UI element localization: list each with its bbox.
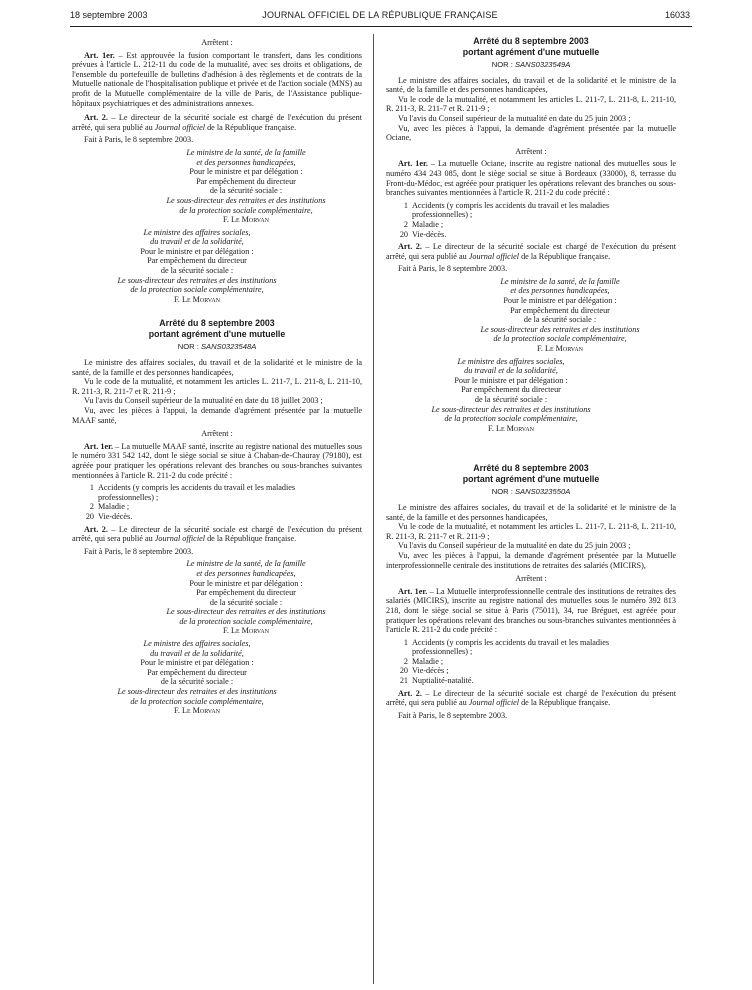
article-1: Art. 1er. – Est approuvée la fusion comportant le transfert, dans les conditions prévues à l'article L. 212-11 du code de la mutualité, avec ses droits et obligations, de l'ensemble du portefeuille de bulletins d'adhésion à des règlements et de contrats de la Mutuelle nationale de l'hospitalisation publique et privée et de l'action sociale (MNS) au profit de la Mutuelle complémentaire de la ville de Paris, de l'Assistance publique-hôpitaux psychiatriques et des administrations annexes.: [72, 50, 362, 108]
signature-block: Le ministre des affaires sociales, du travail et de la solidarité, Pour le ministre et par délégation : Par empêchement du directeur de la sécurité sociale : Le sous-directeur des retraites et des institutions de la protection sociale complémentaire, F. Le Morvan: [431, 356, 591, 433]
vu-code: Vu le code de la mutualité, et notamment les articles L. 211-7, L. 211-8, L. 211-10, R. 211-3, R. 211-7 et R. 211-9 ;: [386, 522, 676, 541]
left-column: [72, 34, 362, 719]
preamble: Le ministre des affaires sociales, du travail et de la solidarité et le ministre de la santé, de la famille et des personnes handicapées,: [72, 358, 362, 377]
signature-block: Le ministre de la santé, de la famille et des personnes handicapées, Pour le ministre et par délégation : Par empêchement du directeur de la sécurité sociale : Le sous-directeur des retraites et des institutions de la protection sociale complémentaire, F. Le Morvan: [166, 559, 326, 636]
arretent-label: Arrêtent :: [201, 38, 233, 47]
right-column: [386, 34, 676, 720]
vu-code: Vu le code de la mutualité, et notamment les articles L. 211-7, L. 211-8, L. 211-10, R. 211-3, R. 211-7 et R. 211-9 ;: [386, 94, 676, 114]
list-item: 1 Accidents (y compris les accidents du travail et les maladies: [403, 637, 610, 647]
article-1: Art. 1er. – La mutuelle MAAF santé, inscrite au registre national des mutuelles sous le numéro 331 542 142, dont le siège social se situe à Chaban-de-Chauray (79180), est agréée pour pratiquer les opérations relevant des branches ou sous-branches suivantes mentionnées à l'article R. 211-2 du code précité :: [72, 441, 362, 480]
vu-avis: Vu l'avis du Conseil supérieur de la mutualité en date du 25 juin 2003 ;: [398, 113, 631, 123]
article-2: Art. 2. – Le directeur de la sécurité sociale est chargé de l'exécution du présent arrêté, qui sera publié au Journal officiel de la République française.: [72, 524, 362, 544]
article-2: Art. 2. – Le directeur de la sécurité sociale est chargé de l'exécution du présent arrêté, qui sera publié au Journal officiel de la République française.: [72, 113, 362, 132]
signature-block: Le ministre de la santé, de la famille et des personnes handicapées, Pour le ministre et par délégation : Par empêchement du directeur de la sécurité sociale : Le sous-directeur des retraites et des institutions de la protection sociale complémentaire, F. Le Morvan: [480, 276, 640, 354]
signature-block: Le ministre des affaires sociales, du travail et de la solidarité, Pour le ministre et par délégation : Par empêchement du directeur de la sécurité sociale : Le sous-directeur des retraites et des institutions de la protection sociale complémentaire, F. Le Morvan: [117, 639, 277, 716]
vu-avis: Vu l'avis du Conseil supérieur de la mutualité en date du 25 juin 2003 ;: [398, 541, 631, 551]
list-item: 2 Maladie ;: [89, 502, 130, 512]
nor-reference: NOR : SANS0323550A: [491, 487, 571, 497]
branch-list: [84, 483, 362, 521]
decree-heading: Arrêté du 8 septembre 2003 portant agrément d'une mutuelle: [148, 318, 286, 339]
nor-reference: NOR : SANS0323548A: [177, 342, 257, 352]
article-1: Art. 1er. – La mutuelle Ociane, inscrite au registre national des mutuelles sous le numéro 434 243 085, dont le siège social se situe à Bordeaux (33000), 8, terrasse du Front-du-Médoc, est agréée pour pratiquer les opérations relevant des branches ou sous-branches suivantes mentionnées à l'article R. 211-2 du code précité :: [386, 159, 676, 198]
fait-a-paris: Fait à Paris, le 8 septembre 2003.: [398, 264, 508, 274]
list-item-cont: professionnelles) ;: [98, 492, 159, 502]
header-title: JOURNAL OFFICIEL DE LA RÉPUBLIQUE FRANÇAISE: [262, 10, 498, 20]
list-item: 2 Maladie ;: [403, 219, 444, 229]
article-1: Art. 1er. – La Mutuelle interprofessionnelle centrale des institutions de retraites des salariés (MICIRS), inscrite au registre national des mutuelles sous le numéro 392 813 218, dont le siège social se situe à Paris (75011), 34, rue Bréguet, est agréée pour pratiquer les opérations relevant des branches ou sous-branches suivantes mentionnées à l'article R. 211-2 du code précité :: [386, 586, 676, 635]
branch-list: [398, 638, 676, 686]
article-2: Art. 2. – Le directeur de la sécurité sociale est chargé de l'exécution du présent arrêté, qui sera publié au Journal officiel de la République française.: [386, 242, 676, 261]
page-number: 16033: [664, 10, 690, 20]
column-separator: [373, 34, 374, 984]
fait-a-paris: Fait à Paris, le 8 septembre 2003.: [398, 710, 508, 720]
list-item: 20 Vie-décès ;: [399, 666, 449, 676]
preamble: Le ministre des affaires sociales, du travail et de la solidarité et le ministre de la santé, de la famille et des personnes handicapées,: [386, 75, 676, 95]
fait-a-paris: Fait à Paris, le 8 septembre 2003.: [84, 135, 194, 145]
preamble: Le ministre des affaires sociales, du travail et de la solidarité et le ministre de la santé, de la famille et des personnes handicapées,: [386, 502, 676, 522]
decree-heading: Arrêté du 8 septembre 2003 portant agrément d'une mutuelle: [462, 463, 600, 484]
nor-reference: NOR : SANS0323549A: [491, 60, 571, 69]
vu-pieces: Vu, avec les pièces à l'appui, la demande d'agrément présentée par la mutuelle Ociane,: [386, 123, 676, 143]
list-item-cont: professionnelles) ;: [412, 210, 473, 220]
arretent-label: Arrêtent :: [515, 146, 547, 156]
list-item: 20 Vie-décès.: [85, 511, 133, 521]
vu-pieces: Vu, avec les pièces à l'appui, la demande d'agrément présentée par la mutuelle MAAF santé,: [72, 406, 362, 425]
vu-code: Vu le code de la mutualité, et notamment les articles L. 211-7, L. 211-8, L. 211-10, R. 211-3, R. 211-7 et R. 211-9 ;: [72, 377, 362, 396]
vu-pieces: Vu, avec les pièces à l'appui, la demande d'agrément présentée par la Mutuelle interprofessionnelle centrale des institutions de retraites des salariés (MICIRS),: [386, 550, 676, 570]
decree-heading: Arrêté du 8 septembre 2003 portant agrément d'une mutuelle: [462, 36, 600, 57]
list-item: 2 Maladie ;: [403, 656, 444, 666]
list-item: 1 Accidents (y compris les accidents du travail et les maladies: [89, 483, 296, 493]
list-item: 1 Accidents (y compris les accidents du travail et les maladies: [403, 200, 610, 210]
article-2: Art. 2. – Le directeur de la sécurité sociale est chargé de l'exécution du présent arrêté, qui sera publié au Journal officiel de la République française.: [386, 688, 676, 708]
vu-avis: Vu l'avis du Conseil supérieur de la mutualité en date du 18 juillet 2003 ;: [84, 396, 323, 406]
list-item: 20 Vie-décès.: [399, 229, 447, 239]
arretent-label: Arrêtent :: [515, 574, 547, 584]
branch-list: [398, 201, 676, 239]
signature-block: Le ministre de la santé, de la famille et des personnes handicapées, Pour le ministre et par délégation : Par empêchement du directeur de la sécurité sociale : Le sous-directeur des retraites et des institutions de la protection sociale complémentaire, F. Le Morvan: [166, 147, 326, 225]
list-item-cont: professionnelles) ;: [412, 647, 473, 657]
signature-block: Le ministre des affaires sociales, du travail et de la solidarité, Pour le ministre et par délégation : Par empêchement du directeur de la sécurité sociale : Le sous-directeur des retraites et des institutions de la protection sociale complémentaire, F. Le Morvan: [117, 227, 277, 304]
list-item: 21 Nuptialité-natalité.: [399, 676, 474, 686]
header-rule: [70, 26, 692, 27]
page-header: [70, 10, 690, 24]
arretent-label: Arrêtent :: [201, 429, 233, 439]
header-date: 18 septembre 2003: [70, 10, 148, 20]
fait-a-paris: Fait à Paris, le 8 septembre 2003.: [84, 546, 194, 556]
